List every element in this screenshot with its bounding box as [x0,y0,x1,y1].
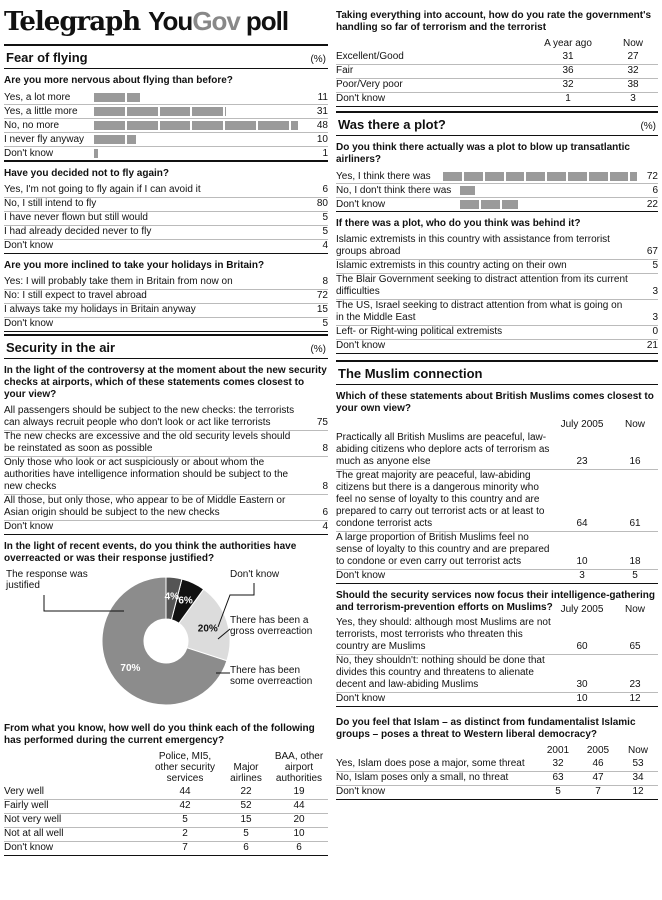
answer-list [336,234,658,354]
bar-segment [94,135,125,144]
bar-segment [127,121,158,130]
table-row [336,93,658,107]
cell-value: 18 [629,556,641,567]
bar-segment [547,172,566,181]
section-was-there-a-plot [336,111,658,136]
pie-chart [4,569,328,717]
table-row [336,470,658,532]
answer-row [4,240,328,254]
answer-row [4,276,328,290]
cell-value: 64 [576,518,588,529]
answer-row [4,431,328,457]
answer-list [4,184,328,254]
answer-label: No, I still intend to fly [4,198,97,209]
bar-label: No, I don't think there was [336,185,452,196]
col-header: Now [624,419,645,430]
row-label: The great majority are peaceful, law-abiding citizens but there is a dangerous minority who feel no sense of loyalty to this country and are prepared to carry out terrorist acts or at least to condone terrorist acts [336,470,545,529]
answer-row [4,304,328,318]
bar-segment [630,172,637,181]
table-row [336,532,658,570]
bar [94,149,304,158]
row-label: Excellent/Good [336,51,404,62]
bar-segment [568,172,587,181]
cell-value: 36 [562,65,574,76]
answer-value: 67 [646,246,658,257]
col-header: 2001 [546,745,570,756]
answer-value: 0 [652,326,658,337]
answer-row [4,318,328,332]
row-label: Very well [4,786,45,797]
bar-row [4,91,328,105]
bar-segment [160,107,191,116]
cell-value: 1 [565,93,571,104]
bar-value: 22 [646,199,658,210]
table-row [4,786,328,800]
bar-value: 11 [317,92,328,103]
answer-label: Islamic extremists in this country acting on their own [336,260,567,271]
table-row [336,65,658,79]
cell-value: 32 [562,79,574,90]
masthead-you: You [148,6,193,36]
bar-segment [464,172,483,181]
percent-label: (%) [310,54,326,65]
bar-value: 31 [316,106,328,117]
col-header: July 2005 [560,419,604,430]
table-row [336,655,658,693]
answer-row [336,300,658,326]
table-row [336,758,658,772]
answer-row [336,326,658,340]
question: Have you decided not to fly again? [4,161,328,184]
cell-value: 19 [293,786,305,797]
answer-row [4,290,328,304]
row-label: Don't know [336,93,386,104]
table-row [4,842,328,856]
answer-value: 6 [322,507,328,518]
question: In the light of the controversy at the moment about the new security checks at airports, which of these statements comes closest to your view? [4,365,327,400]
table-row [4,800,328,814]
row-label: Fairly well [4,800,49,811]
row-label: Don't know [336,693,386,704]
cell-value: 34 [632,772,644,783]
row-label: Don't know [4,842,54,853]
bar-segment [94,107,125,116]
row-label: Don't know [336,570,386,581]
cell-value: 12 [629,693,641,704]
answer-value: 8 [322,443,328,454]
bar-value: 1 [322,148,328,159]
bar-label: Yes, I think there was [336,171,431,182]
section-title: Fear of flying [6,50,88,65]
bar-segment [460,186,475,195]
bar-row [336,198,658,212]
answer-value: 75 [316,417,328,428]
bar-row [4,105,328,119]
question: From what you know, how well do you think each of the following has performed during the current emergency? [4,723,315,746]
col-header: Now [622,38,643,49]
bar [460,186,634,195]
answer-row [4,226,328,240]
answer-value: 8 [322,276,328,287]
row-label: A large proportion of British Muslims feel no sense of loyalty to this country and are prepared to condone or even carry out terrorist acts [336,532,550,567]
pie-slice-label: 4% [164,591,180,603]
table-row [336,432,658,470]
bar-segment [526,172,545,181]
answer-value: 3 [652,286,658,297]
left-column [4,0,328,856]
answer-label: The Blair Government seeking to distract attention from its current difficulties [336,274,628,297]
cell-value: 7 [182,842,188,853]
handling-table [336,51,658,107]
table-header [336,745,658,758]
bar-segment [502,200,518,209]
cell-value: 2 [182,828,188,839]
question: In the light of recent events, do you think the authorities have overreacted or was their response justified? [4,541,297,564]
answer-value: 8 [322,481,328,492]
bar-segment [481,200,500,209]
pie-slice-label: 6% [178,595,193,607]
bar-row [4,133,328,147]
bar-segment [443,172,462,181]
section-title: The Muslim connection [338,366,483,381]
percent-label: (%) [640,121,656,132]
bar-segment [589,172,608,181]
cell-value: 5 [243,828,249,839]
answer-label: Islamic extremists in this country with assistance from terrorist groups abroad [336,234,610,257]
bar-segment [127,135,136,144]
bar-segment [127,107,158,116]
bar-segment [485,172,504,181]
pie-label-some-overreaction: There has been some overreaction [230,665,313,687]
table-row [336,772,658,786]
cell-value: 27 [627,51,639,62]
bar-segment [94,149,98,158]
answer-value: 5 [322,212,328,223]
bar [94,93,304,102]
cell-value: 22 [240,786,252,797]
security-focus-table [336,617,658,707]
cell-value: 42 [179,800,191,811]
cell-value: 3 [630,93,636,104]
islam-threat-table [336,758,658,800]
pie-chart-area [4,569,328,717]
bar-label: No, no more [4,120,60,131]
masthead-gov: Gov [192,6,240,36]
answer-label: I had already decided never to fly [4,226,152,237]
cell-value: 63 [552,772,564,783]
answer-label: Don't know [4,521,54,532]
cell-value: 6 [296,842,302,853]
answer-row [336,340,658,354]
bar-segment [506,172,525,181]
cell-value: 52 [240,800,252,811]
bar-segment [127,93,140,102]
bar-label: Don't know [336,199,386,210]
question: Do you feel that Islam – as distinct from fundamentalist Islamic groups – poses a threat to Western liberal democracy? [336,717,636,740]
cell-value: 5 [555,786,561,797]
bar [460,200,634,209]
cell-value: 47 [592,772,604,783]
table-row [336,786,658,800]
percent-label: (%) [310,344,326,355]
right-column [336,0,658,800]
bar-label: I never fly anyway [4,134,85,145]
answer-value: 5 [322,226,328,237]
cell-value: 38 [627,79,639,90]
bar [94,121,304,130]
answer-row [336,274,658,300]
cell-value: 5 [632,570,638,581]
col-header: July 2005 [560,604,604,615]
section-fear-of-flying [4,44,328,69]
answer-row [4,405,328,431]
table-row [4,828,328,842]
row-label: No, Islam poses only a small, no threat [336,772,509,783]
muslim-table [336,432,658,584]
bar-segment [225,107,226,116]
answer-label: I have never flown but still would [4,212,148,223]
cell-value: 3 [579,570,585,581]
answer-list [4,405,328,535]
table-row [336,693,658,707]
row-label: Fair [336,65,354,76]
table-row [336,617,658,655]
bar [94,107,304,116]
cell-value: 32 [552,758,564,769]
row-label: Yes, they should: although most Muslims are not terrorists, most terrorists who threaten this country are Muslims [336,617,551,652]
bar-segment [94,121,125,130]
bar-row [336,184,658,198]
answer-value: 6 [322,184,328,195]
bar-segment [192,121,223,130]
bar-row [4,119,328,133]
bar-value: 10 [316,134,328,145]
pie-slice-label: 20% [197,623,218,635]
bar-segment [291,121,298,130]
answer-value: 4 [322,521,328,532]
answer-row [336,260,658,274]
answer-row [4,495,328,521]
cell-value: 5 [182,814,188,825]
performance-table [4,786,328,856]
cell-value: 20 [293,814,305,825]
answer-label: No: I still expect to travel abroad [4,290,147,301]
cell-value: 65 [629,641,641,652]
question: Are you more inclined to take your holidays in Britain? [4,260,265,271]
bar-segment [94,93,125,102]
answer-list [4,276,328,332]
question: Which of these statements about British Muslims comes closest to your own view? [336,391,654,414]
answer-label: The US, Israel seeking to distract attention from what is going on in the Middle East [336,300,623,323]
answer-label: Don't know [4,318,54,329]
bar-label: Don't know [4,148,54,159]
answer-value: 5 [652,260,658,271]
answer-value: 80 [316,198,328,209]
pie-label-gross-overreaction: There has been a gross overreaction [230,615,313,637]
cell-value: 10 [576,556,588,567]
answer-value: 15 [316,304,328,315]
answer-row [336,234,658,260]
cell-value: 7 [595,786,601,797]
table-header [336,419,658,432]
section-muslim-connection [336,360,658,385]
bar-segment [610,172,629,181]
masthead-poll: poll [245,6,289,36]
answer-row [4,457,328,495]
cell-value: 15 [240,814,252,825]
cell-value: 23 [576,456,588,467]
row-label: Not very well [4,814,62,825]
table-header [4,751,328,786]
bar-value: 48 [316,120,328,131]
bar-value: 72 [646,171,658,182]
answer-value: 72 [316,290,328,301]
bar-label: Yes, a little more [4,106,78,117]
question: If there was a plot, who do you think was behind it? [336,218,581,229]
plot-bar-chart [336,170,658,212]
answer-row [4,521,328,535]
answer-value: 4 [322,240,328,251]
question: Are you more nervous about flying than before? [4,75,233,86]
cell-value: 30 [576,679,588,690]
nervous-bar-chart [4,91,328,161]
answer-label: Left- or Right-wing political extremists [336,326,503,337]
row-label: No, they shouldn't: nothing should be done that divides this country and threatens to alienate decent and law-abiding Muslims [336,655,545,690]
cell-value: 53 [632,758,644,769]
bar-label: Yes, a lot more [4,92,71,103]
bar-value: 6 [652,185,658,196]
pie-label-justified: The response was justified [6,569,88,591]
answer-label: Yes, I'm not going to fly again if I can avoid it [4,184,201,195]
pie-slice-label: 70% [120,662,141,674]
answer-label: I always take my holidays in Britain anyway [4,304,196,315]
answer-label: Don't know [4,240,54,251]
section-title: Was there a plot? [338,117,446,132]
answer-label: Yes: I will probably take them in Britain from now on [4,276,233,287]
answer-value: 21 [646,340,658,351]
bar-segment [225,121,256,130]
section-title: Security in the air [6,340,116,355]
answer-value: 3 [652,312,658,323]
cell-value: 6 [243,842,249,853]
row-label: Practically all British Muslims are peaceful, law-abiding citizens who deplore acts of terrorism as much as anyone else [336,432,550,467]
bar-row [336,170,658,184]
cell-value: 12 [632,786,644,797]
col-header: Now [624,604,645,615]
answer-row [4,184,328,198]
table-header [336,38,658,51]
bar-row [4,147,328,161]
section-security-in-the-air [4,334,328,359]
cell-value: 10 [576,693,588,704]
table-row [4,814,328,828]
answer-row [4,212,328,226]
pie-label-dont-know: Don't know [230,569,280,580]
cell-value: 32 [627,65,639,76]
answer-label: All passengers should be subject to the new checks: the terrorists can always recruit people who don't look or act like terrorists [4,405,295,428]
cell-value: 31 [562,51,574,62]
cell-value: 61 [629,518,641,529]
answer-label: The new checks are excessive and the old security levels should be reinstated as soon as possible [4,431,291,454]
bar [443,172,637,181]
masthead-telegraph: Telegraph [4,7,141,37]
bar-segment [192,107,223,116]
answer-label: Don't know [336,340,386,351]
col-header: Major airlines [230,762,262,784]
cell-value: 16 [629,456,641,467]
cell-value: 44 [293,800,305,811]
question: Do you think there actually was a plot to blow up transatlantic airliners? [336,142,630,165]
col-header: 2005 [586,745,610,756]
masthead [4,0,328,44]
bar-segment [460,200,479,209]
question: Taking everything into account, how do you rate the government's handling so far of terrorism and the terrorist [336,10,652,33]
answer-value: 5 [322,318,328,329]
cell-value: 60 [576,641,588,652]
bar-segment [258,121,289,130]
bar-segment [160,121,191,130]
answer-label: Only those who look or act suspiciously or about whom the authorities have intelligence information should be subject to the new checks [4,457,289,492]
col-header: Now [627,745,648,756]
cell-value: 44 [179,786,191,797]
cell-value: 10 [293,828,305,839]
row-label: Yes, Islam does pose a major, some threat [336,758,525,769]
col-header: A year ago [544,38,592,49]
table-row [336,570,658,584]
answer-label: All those, but only those, who appear to be of Middle Eastern or Asian origin should be subject to the new checks [4,495,286,518]
question: Should the security services now focus their intelligence-gathering and terrorism-prevention efforts on Muslims? [336,590,655,613]
row-label: Don't know [336,786,386,797]
cell-value: 46 [592,758,604,769]
table-row [336,51,658,65]
cell-value: 23 [629,679,641,690]
answer-row [4,198,328,212]
row-label: Poor/Very poor [336,79,403,90]
row-label: Not at all well [4,828,64,839]
col-header: Police, MI5, other security services [154,751,216,784]
bar [94,135,304,144]
table-row [336,79,658,93]
col-header: BAA, other airport authorities [274,751,324,784]
